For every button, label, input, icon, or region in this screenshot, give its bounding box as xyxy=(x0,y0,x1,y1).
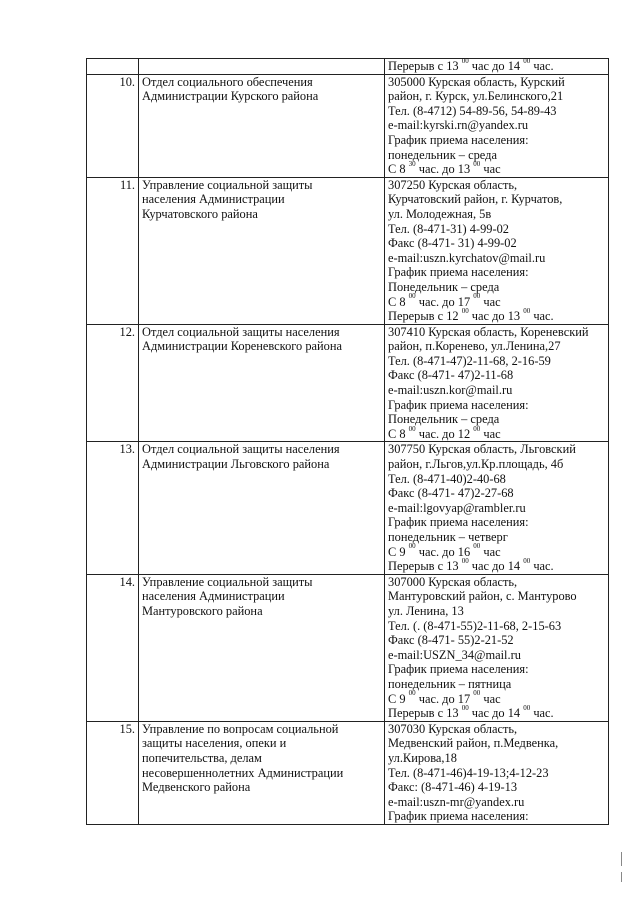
contact-text: 305000 Курская область, Курский xyxy=(388,74,565,89)
time-minutes-superscript: 00 xyxy=(473,542,481,551)
contact-cell xyxy=(385,56,609,75)
contact-cell xyxy=(385,442,609,574)
organization-name-line: Медвенского района xyxy=(142,780,251,795)
table-row xyxy=(87,59,609,75)
contact-text: e-mail:kyrski.rn@yandex.ru xyxy=(388,118,529,133)
time-minutes-superscript: 00 xyxy=(473,424,481,433)
time-minutes-superscript: 00 xyxy=(408,292,416,301)
contact-cell xyxy=(385,74,609,177)
table-body xyxy=(87,56,609,825)
contact-line xyxy=(388,677,605,692)
contact-text: e-mail:USZN_34@mail.ru xyxy=(388,647,521,662)
contact-text: час. до 12 xyxy=(415,426,474,441)
contact-text: Перерыв с 13 xyxy=(388,559,462,574)
scan-edge-mark xyxy=(621,852,622,866)
contact-text: Перерыв с 13 xyxy=(388,706,462,721)
contact-line xyxy=(388,751,605,766)
contact-line xyxy=(388,368,605,383)
contact-text: час xyxy=(480,691,501,706)
contact-text: Перерыв с 12 xyxy=(388,309,462,324)
row-number: 10. xyxy=(87,74,139,177)
contact-text: Понедельник – среда xyxy=(388,279,500,294)
contact-text: Тел. (8-4712) 54-89-56, 54-89-43 xyxy=(388,103,557,118)
contact-text: час xyxy=(480,162,501,177)
scan-edge-mark xyxy=(621,872,622,882)
time-minutes-superscript: 00 xyxy=(408,689,416,698)
contact-text: График приема населения: xyxy=(388,515,529,530)
contact-text: час. до 17 xyxy=(415,691,474,706)
social-protection-offices-table xyxy=(86,58,609,825)
contact-text: С 8 xyxy=(388,426,409,441)
contact-text: час xyxy=(480,426,501,441)
contact-text: час. xyxy=(530,59,554,73)
organization-name-line: Администрации Кореневского района xyxy=(142,339,342,354)
organization-name-line: защиты населения, опеки и xyxy=(142,736,287,751)
contact-text: час. до 16 xyxy=(415,544,474,559)
contact-line xyxy=(388,648,605,663)
organization-name-line: попечительства, делам xyxy=(142,750,262,765)
organization-cell xyxy=(139,721,385,824)
contact-line xyxy=(388,192,605,207)
contact-line xyxy=(388,706,605,721)
contact-line xyxy=(388,766,605,781)
contact-text: e-mail:lgovyap@rambler.ru xyxy=(388,500,526,515)
organization-cell xyxy=(139,324,385,442)
contact-line xyxy=(388,542,605,560)
contact-line xyxy=(388,207,605,222)
contact-text: Тел. (8-471-47)2-11-68, 2-16-59 xyxy=(388,353,551,368)
contact-cell xyxy=(385,721,609,824)
contact-text: График приема населения: xyxy=(388,809,529,824)
contact-text: График приема населения: xyxy=(388,132,529,147)
contact-text: Мантуровский район, с. Мантурово xyxy=(388,589,577,604)
organization-cell xyxy=(139,59,385,75)
organization-cell xyxy=(139,574,385,721)
contact-line xyxy=(388,162,605,177)
contact-text: 307750 Курская область, Льговский xyxy=(388,442,576,457)
time-minutes-superscript: 00 xyxy=(523,56,531,65)
contact-cell xyxy=(385,574,609,721)
time-minutes-superscript: 00 xyxy=(523,306,531,315)
time-minutes-superscript: 00 xyxy=(473,689,481,698)
contact-text: e-mail:uszn.kyrchatov@mail.ru xyxy=(388,250,546,265)
row-number: 15. xyxy=(87,721,139,824)
contact-line xyxy=(388,56,605,74)
contact-line xyxy=(388,89,605,104)
contact-text: С 8 xyxy=(388,294,409,309)
contact-text: e-mail:uszn-mr@yandex.ru xyxy=(388,794,525,809)
contact-text: С 9 xyxy=(388,544,409,559)
row-number xyxy=(87,59,139,75)
contact-line xyxy=(388,118,605,133)
time-minutes-superscript: 00 xyxy=(523,557,531,566)
contact-line xyxy=(388,383,605,398)
contact-line xyxy=(388,501,605,516)
time-minutes-superscript: 00 xyxy=(461,704,469,712)
contact-text: понедельник – среда xyxy=(388,147,497,162)
contact-text: понедельник – четверг xyxy=(388,530,508,544)
contact-line xyxy=(388,442,605,457)
contact-text: Факс (8-471- 31) 4-99-02 xyxy=(388,236,517,251)
contact-line xyxy=(388,689,605,707)
contact-text: График приема населения: xyxy=(388,662,529,677)
contact-line xyxy=(388,424,605,442)
organization-name-line: населения Администрации xyxy=(142,589,285,604)
organization-cell xyxy=(139,442,385,574)
contact-text: 307250 Курская область, xyxy=(388,177,518,192)
contact-line xyxy=(388,178,605,193)
contact-text: час. xyxy=(530,559,554,574)
contact-line xyxy=(388,398,605,413)
table-row xyxy=(87,177,609,324)
contact-text: Курчатовский район, г. Курчатов, xyxy=(388,192,563,207)
organization-name-line: Отдел социальной защиты населения xyxy=(142,324,340,339)
contact-text: 307030 Курская область, xyxy=(388,721,518,736)
contact-line xyxy=(388,325,605,340)
organization-name-line: населения Администрации xyxy=(142,192,285,207)
organization-name-line: Управление социальной защиты xyxy=(142,574,313,589)
contact-line xyxy=(388,133,605,148)
contact-text: час до 14 xyxy=(468,559,524,574)
time-minutes-superscript: 00 xyxy=(461,56,469,65)
contact-text: Тел. (8-471-31) 4-99-02 xyxy=(388,221,509,236)
contact-text: час до 14 xyxy=(468,706,524,721)
contact-line xyxy=(388,486,605,501)
contact-line xyxy=(388,604,605,619)
organization-name-line: Курчатовского района xyxy=(142,206,258,221)
contact-line xyxy=(388,515,605,530)
contact-text: 307000 Курская область, xyxy=(388,574,518,589)
contact-line xyxy=(388,780,605,795)
contact-cell xyxy=(385,177,609,324)
contact-line xyxy=(388,280,605,295)
contact-cell xyxy=(385,324,609,442)
contact-text: час xyxy=(480,544,501,559)
organization-name-line: Мантуровского района xyxy=(142,603,263,618)
contact-line xyxy=(388,222,605,237)
organization-name-line: Отдел социальной защиты населения xyxy=(142,442,340,457)
contact-text: час. до 13 xyxy=(415,162,474,177)
contact-line xyxy=(388,292,605,310)
contact-text: Тел. (8-471-40)2-40-68 xyxy=(388,471,506,486)
table-row xyxy=(87,442,609,574)
contact-line xyxy=(388,722,605,737)
row-number: 11. xyxy=(87,177,139,324)
contact-line xyxy=(388,809,605,824)
contact-text: Понедельник – среда xyxy=(388,412,500,427)
contact-text: район, п.Коренево, ул.Ленина,27 xyxy=(388,339,561,354)
contact-text: Тел. (. (8-471-55)2-11-68, 2-15-63 xyxy=(388,618,562,633)
contact-text: Тел. (8-471-46)4-19-13;4-12-23 xyxy=(388,765,549,780)
contact-line xyxy=(388,339,605,354)
organization-cell xyxy=(139,74,385,177)
contact-text: Медвенский район, п.Медвенка, xyxy=(388,736,559,751)
contact-text: График приема населения: xyxy=(388,265,529,280)
table-row xyxy=(87,721,609,824)
contact-line xyxy=(388,148,605,163)
contact-line xyxy=(388,633,605,648)
contact-text: С 9 xyxy=(388,691,409,706)
contact-line xyxy=(388,265,605,280)
contact-line xyxy=(388,251,605,266)
row-number: 13. xyxy=(87,442,139,574)
contact-text: ул. Ленина, 13 xyxy=(388,603,464,618)
contact-text: час. xyxy=(530,309,554,324)
contact-text: 307410 Курская область, Кореневский xyxy=(388,324,589,339)
contact-text: Факс: (8-471-46) 4-19-13 xyxy=(388,780,518,795)
contact-line xyxy=(388,575,605,590)
time-minutes-superscript: 00 xyxy=(461,306,469,315)
contact-line xyxy=(388,795,605,810)
contact-line xyxy=(388,412,605,427)
contact-text: час до 13 xyxy=(468,309,524,324)
time-minutes-superscript: 00 xyxy=(473,292,481,301)
organization-name-line: Управление по вопросам социальной xyxy=(142,721,339,736)
organization-name-line: Администрации Льговского района xyxy=(142,457,330,472)
time-minutes-superscript: 00 xyxy=(408,424,416,433)
time-minutes-superscript: 30 xyxy=(408,160,416,169)
contact-text: район, г.Льгов,ул.Кр.площадь, 4б xyxy=(388,457,564,472)
contact-text: час xyxy=(480,294,501,309)
contact-text: ул.Кирова,18 xyxy=(388,750,457,765)
table-row xyxy=(87,74,609,177)
contact-line xyxy=(388,662,605,677)
table-row xyxy=(87,574,609,721)
contact-line xyxy=(388,104,605,119)
organization-name-line: несовершеннолетних Администрации xyxy=(142,765,344,780)
contact-line xyxy=(388,619,605,634)
contact-text: час до 14 xyxy=(468,59,524,73)
organization-name-line: Отдел социального обеспечения xyxy=(142,74,313,89)
contact-line xyxy=(388,306,605,324)
table-row xyxy=(87,324,609,442)
contact-line xyxy=(388,236,605,251)
contact-line xyxy=(388,472,605,487)
contact-line xyxy=(388,530,605,545)
contact-text: Факс (8-471- 55)2-21-52 xyxy=(388,633,514,648)
contact-text: Факс (8-471- 47)2-27-68 xyxy=(388,486,514,501)
contact-text: Перерыв с 13 xyxy=(388,59,462,73)
contact-text: С 8 xyxy=(388,162,409,177)
contact-text: район, г. Курск, ул.Белинского,21 xyxy=(388,89,564,104)
contact-text: e-mail:uszn.kor@mail.ru xyxy=(388,383,513,398)
row-number: 14. xyxy=(87,574,139,721)
row-number: 12. xyxy=(87,324,139,442)
contact-line xyxy=(388,457,605,472)
time-minutes-superscript: 00 xyxy=(461,557,469,566)
contact-text: понедельник – пятница xyxy=(388,676,512,691)
time-minutes-superscript: 00 xyxy=(408,542,416,551)
contact-line xyxy=(388,559,605,574)
time-minutes-superscript: 00 xyxy=(523,704,531,712)
contact-line xyxy=(388,354,605,369)
organization-name-line: Управление социальной защиты xyxy=(142,177,313,192)
contact-text: График приема населения: xyxy=(388,397,529,412)
organization-cell xyxy=(139,177,385,324)
contact-text: ул. Молодежная, 5в xyxy=(388,206,492,221)
contact-line xyxy=(388,75,605,90)
contact-line xyxy=(388,736,605,751)
time-minutes-superscript: 00 xyxy=(473,160,481,169)
contact-text: Факс (8-471- 47)2-11-68 xyxy=(388,368,514,383)
organization-name-line: Администрации Курского района xyxy=(142,89,319,104)
contact-text: час. до 17 xyxy=(415,294,474,309)
contact-text: час. xyxy=(530,706,554,721)
contact-line xyxy=(388,589,605,604)
